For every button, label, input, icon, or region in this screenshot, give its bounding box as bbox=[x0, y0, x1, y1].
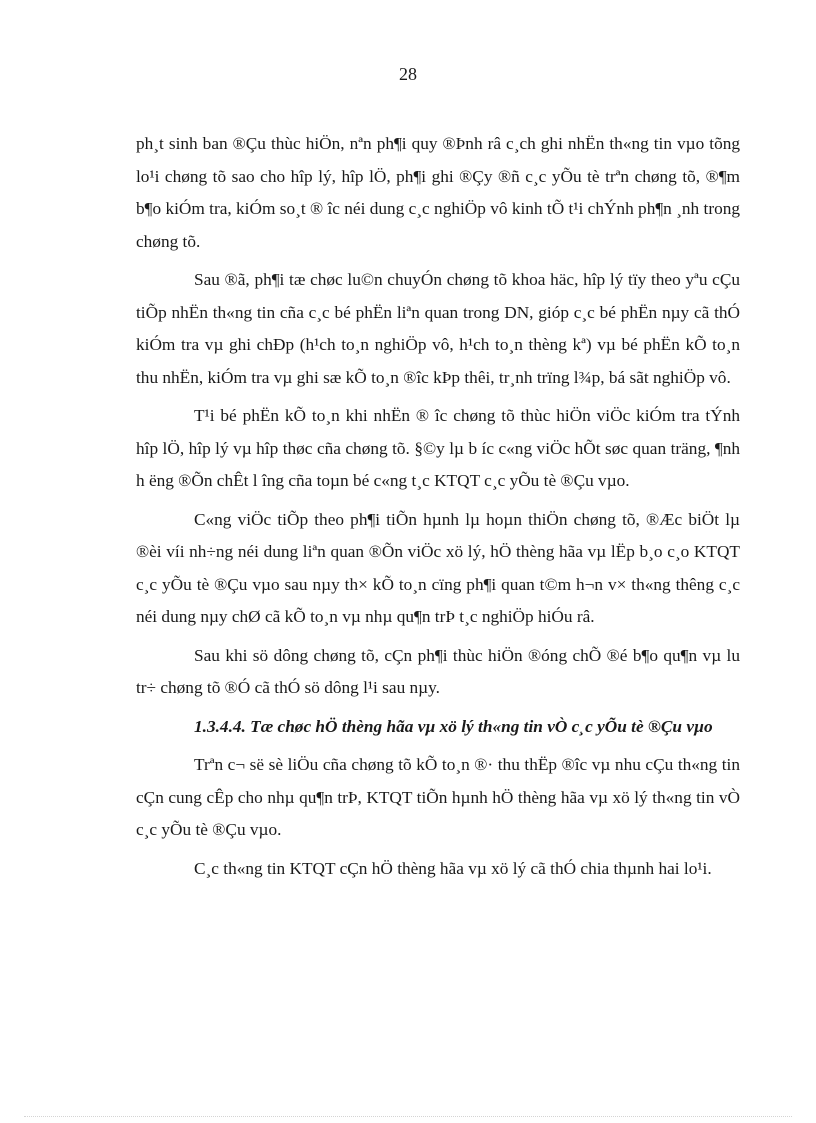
page-number: 28 bbox=[399, 64, 417, 84]
paragraph-3: T¹i bé phËn kÕ to¸n khi nhËn ® îc chøng tõ thùc hiÖn viÖc kiÓm tra tÝnh hîp lÖ, hîp lý vµ hîp thøc cña chøng tõ. §©y lµ b íc c«ng viÖc hÕt søc quan träng, ¶nh h ëng ®Õn chÊt l îng cña toµn bé c«ng t¸c KTQT c¸c yÕu tè ®Çu vµo. bbox=[136, 406, 740, 490]
paragraph-5: Sau khi sö dông chøng tõ, cÇn ph¶i thùc hiÖn ®óng chÕ ®é b¶o qu¶n vµ lu tr÷ chøng tõ ®Ó cã thÓ sö dông l¹i sau nµy. bbox=[136, 645, 740, 697]
paragraph-2: Sau ®ã, ph¶i tæ chøc lu©n chuyÓn chøng tõ khoa häc, hîp lý tïy theo yªu cÇu tiÕp nhËn th«ng tin cña c¸c bé phËn liªn quan trong DN, gióp c¸c bé phËn nµy cã thÓ kiÓm tra vµ ghi chÐp (h¹ch to¸n nghiÖp vô, h¹ch to¸n thèng kª) vµ bé phËn kÕ to¸n thu nhËn, kiÓm tra vµ ghi sæ kÕ to¸n ®îc kÞp thêi, tr¸nh trïng l¾p, bá sãt nghiÖp vô. bbox=[136, 270, 740, 387]
paragraph-6: Trªn c¬ së sè liÖu cña chøng tõ kÕ to¸n ®· thu thËp ®îc vµ nhu cÇu th«ng tin cÇn cung cÊp cho nhµ qu¶n trÞ, KTQT tiÕn hµnh hÖ thèng hãa vµ xö lý th«ng tin vÒ c¸c yÕu tè ®Çu vµo. bbox=[136, 755, 740, 839]
paragraph-7: C¸c th«ng tin KTQT cÇn hÖ thèng hãa vµ xö lý cã thÓ chia thµnh hai lo¹i. bbox=[194, 858, 712, 878]
document-body bbox=[136, 128, 740, 891]
page-bottom-border bbox=[24, 1116, 792, 1117]
paragraph-4: C«ng viÖc tiÕp theo ph¶i tiÕn hµnh lµ hoµn thiÖn chøng tõ, ®Æc biÖt lµ ®èi víi nh÷ng néi dung liªn quan ®Õn viÖc xö lý, hÖ thèng hãa vµ lËp b¸o c¸o KTQT c¸c yÕu tè ®Çu vµo sau nµy th× kÕ to¸n cïng ph¶i quan t©m h¬n v× th«ng thêng c¸c néi dung nµy chØ cã kÕ to¸n vµ nhµ qu¶n trÞ t¸c nghiÖp hiÓu râ. bbox=[136, 509, 740, 626]
section-heading-1-3-4-4: 1.3.4.4. Tæ chøc hÖ thèng hãa vµ xö lý th«ng tin vÒ c¸c yÕu tè ®Çu vµo bbox=[194, 716, 713, 736]
paragraph-1: ph¸t sinh ban ®Çu thùc hiÖn, nªn ph¶i quy ®Þnh râ c¸ch ghi nhËn th«ng tin vµo tõng lo¹i chøng tõ sao cho hîp lý, hîp lÖ, ph¶i ghi ®Çy ®ñ c¸c yÕu tè trªn chøng tõ, ®¶m b¶o kiÓm tra, kiÓm so¸t ® îc néi dung c¸c nghiÖp vô kinh tÕ t¹i chÝnh ph¶n ¸nh trong chøng tõ. bbox=[136, 134, 740, 251]
